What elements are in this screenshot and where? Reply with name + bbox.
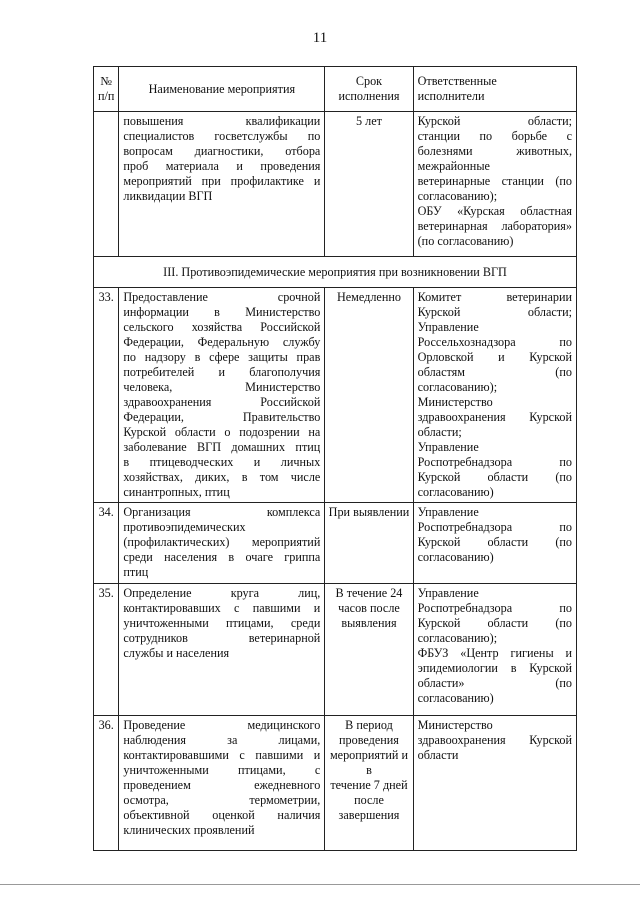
row-num <box>94 112 119 257</box>
row-term <box>325 112 413 257</box>
row-num: 36. <box>94 716 119 851</box>
text-line: согласованию); <box>417 631 498 645</box>
row-resp <box>413 503 576 584</box>
text-line: проведением ежедневного <box>123 778 321 792</box>
text-line: болезнями животных, <box>417 144 572 158</box>
text-line: проб материала и проведения <box>123 159 321 173</box>
text-line: Курской области (по <box>417 470 572 484</box>
text-line: здравоохранения Курской <box>417 410 572 424</box>
text-line: проведения <box>339 733 399 747</box>
row-resp <box>413 716 576 851</box>
text-line: сотрудников ветеринарной <box>123 631 321 645</box>
text-line: Проведение медицинского <box>123 718 321 732</box>
text-line: Курской области; <box>417 305 572 319</box>
text-line: Роспотребнадзора по <box>417 455 572 469</box>
table-row <box>94 288 577 503</box>
text-line: после <box>354 793 384 807</box>
scan-edge-line <box>0 884 640 885</box>
text-line: 5 лет <box>355 114 382 128</box>
text-line: Роспотребнадзора по <box>417 601 572 615</box>
text-line: Предоставление срочной <box>123 290 321 304</box>
text-line: птиц <box>123 565 149 579</box>
text-line: (профилактических) мероприятий <box>123 535 321 549</box>
text-line: В период <box>345 718 393 732</box>
text-line: Комитет ветеринарии <box>417 290 572 304</box>
text-line: течение 7 дней <box>330 778 408 792</box>
text-line: Министерство <box>417 395 493 409</box>
text-line: Роспотребнадзора по <box>417 520 572 534</box>
header-term: Срок исполнения <box>325 67 413 112</box>
text-line: Управление <box>417 505 479 519</box>
row-name <box>119 716 325 851</box>
table-row <box>94 716 577 851</box>
text-line: согласованию) <box>417 485 494 499</box>
table-row <box>94 503 577 584</box>
text-line: мероприятий при профилактике и <box>123 174 321 188</box>
row-num: 33. <box>94 288 119 503</box>
text-line: наблюдения за лицами, <box>123 733 321 747</box>
text-line: ветеринарная лаборатория» <box>417 219 572 233</box>
text-line: Россельхознадзора по <box>417 335 572 349</box>
text-line: мероприятий и в <box>329 748 408 777</box>
row-term <box>325 288 413 503</box>
text-line: Определение круга лиц, <box>123 586 321 600</box>
text-line: контактировавших с павшими и <box>123 601 321 615</box>
text-line: информации в Министерство <box>123 305 321 319</box>
text-line: области» (по <box>417 676 572 690</box>
text-line: по надзору в сфере защиты прав <box>123 350 321 364</box>
text-line: согласованию) <box>417 550 494 564</box>
text-line: объективной оценкой наличия <box>123 808 321 822</box>
text-line: осмотра, термометрии, <box>123 793 321 807</box>
text-line: сельского хозяйства Российской <box>123 320 321 334</box>
text-line: области; <box>417 425 462 439</box>
row-name <box>119 503 325 584</box>
table-row <box>94 584 577 716</box>
row-resp <box>413 112 576 257</box>
row-name <box>119 584 325 716</box>
text-line: ликвидации ВГП <box>123 189 213 203</box>
text-line: Орловской и Курской <box>417 350 572 364</box>
text-line: Курской области; <box>417 114 572 128</box>
header-name: Наименование мероприятия <box>119 67 325 112</box>
text-line: В течение 24 <box>335 586 403 600</box>
text-line: хозяйствах, диких, в том числе <box>123 470 321 484</box>
text-line: Управление <box>417 320 479 334</box>
text-line: человека, Министерство <box>123 380 321 394</box>
measures-table <box>93 66 577 851</box>
text-line: межрайонные <box>417 159 490 173</box>
row-num: 35. <box>94 584 119 716</box>
text-line: Федерации, Федеральную службу <box>123 335 321 349</box>
text-line: (по согласованию) <box>417 234 514 248</box>
text-line: повышения квалификации <box>123 114 321 128</box>
text-line: противоэпидемических <box>123 520 246 534</box>
text-line: Курской области (по <box>417 616 572 630</box>
text-line: При выявлении <box>328 505 410 519</box>
text-line: области <box>417 748 459 762</box>
text-line: Управление <box>417 440 479 454</box>
text-line: уничтоженными птицами, с <box>123 763 321 777</box>
text-line: Федерации, Правительство <box>123 410 321 424</box>
table-header-row <box>94 67 577 112</box>
row-name <box>119 112 325 257</box>
text-line: Управление <box>417 586 479 600</box>
text-line: службы и населения <box>123 646 230 660</box>
text-line: согласованию) <box>417 691 494 705</box>
text-line: часов после <box>338 601 400 615</box>
section-title: III. Противоэпидемические мероприятия при возникновении ВГП <box>94 257 577 288</box>
text-line: ФБУЗ «Центр гигиены и <box>417 646 572 660</box>
text-line: уничтоженными птицами, среди <box>123 616 321 630</box>
table-row <box>94 112 577 257</box>
text-line: эпидемиологии в Курской <box>417 661 572 675</box>
text-line: Организация комплекса <box>123 505 321 519</box>
text-line: контактировавшими с павшими и <box>123 748 321 762</box>
row-term <box>325 584 413 716</box>
text-line: согласованию); <box>417 189 498 203</box>
text-line: ОБУ «Курская областная <box>417 204 572 218</box>
header-num: № п/п <box>94 67 119 112</box>
text-line: в птицеводческих и личных <box>123 455 321 469</box>
text-line: здравоохранения Российской <box>123 395 321 409</box>
text-line: согласованию); <box>417 380 498 394</box>
text-line: Курской области (по <box>417 535 572 549</box>
text-line: Курской области о подозрении на <box>123 425 321 439</box>
text-line: Немедленно <box>336 290 401 304</box>
text-line: синантропных, птиц <box>123 485 230 499</box>
text-line: заболевание ВГП домашних птиц <box>123 440 321 454</box>
text-line: клинических проявлений <box>123 823 255 837</box>
text-line: специалистов госветслужбы по <box>123 129 321 143</box>
section-row <box>94 257 577 288</box>
text-line: Министерство <box>417 718 493 732</box>
text-line: потребителей и благополучия <box>123 365 321 379</box>
text-line: выявления <box>341 616 397 630</box>
page-number: 11 <box>312 30 328 46</box>
text-line: вопросам диагностики, отбора <box>123 144 321 158</box>
row-resp <box>413 584 576 716</box>
row-term <box>325 716 413 851</box>
text-line: станции по борьбе с <box>417 129 572 143</box>
text-line: ветеринарные станции (по <box>417 174 572 188</box>
text-line: областям (по <box>417 365 572 379</box>
text-line: здравоохранения Курской <box>417 733 572 747</box>
text-line: завершения <box>338 808 400 822</box>
row-term <box>325 503 413 584</box>
text-line: среди населения в очаге гриппа <box>123 550 321 564</box>
row-num: 34. <box>94 503 119 584</box>
row-name <box>119 288 325 503</box>
header-resp: Ответственные исполнители <box>413 67 576 112</box>
row-resp <box>413 288 576 503</box>
